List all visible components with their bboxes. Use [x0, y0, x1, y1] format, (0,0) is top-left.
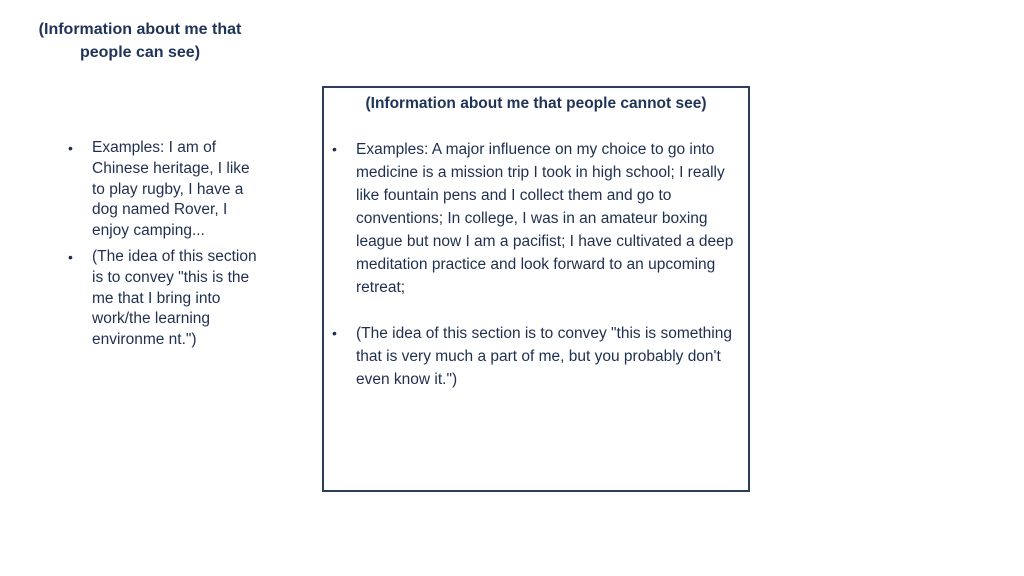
visible-idea-text: (The idea of this section is to convey "this is the me that I bring into work/the learning environme nt.")	[92, 247, 257, 349]
visible-info-heading: (Information about me that people can see)	[38, 21, 242, 61]
list-item	[66, 247, 266, 351]
bullet-icon: •	[68, 140, 73, 156]
hidden-example-text: Examples: A major influence on my choice to go into medicine is a mission trip I took in high school; I really like fountain pens and I collect them and go to conventions; In college, I was in an amateur boxing league but now I am a pacifist; I have cultivated a deep meditation practice and look forward to an upcoming retreat;	[356, 141, 734, 296]
bullet-icon: •	[332, 141, 337, 157]
visible-info-list	[66, 138, 266, 356]
bullet-icon: •	[68, 248, 73, 265]
hidden-info-list	[330, 138, 740, 391]
hidden-info-box	[322, 86, 750, 492]
list-item	[330, 322, 740, 391]
hidden-idea-text: (The idea of this section is to convey "this is something that is very much a part of me, but you probably don't even know it.")	[356, 325, 732, 388]
list-item	[330, 138, 740, 299]
list-item	[66, 138, 266, 242]
visible-example-text: Examples: I am of Chinese heritage, I like to play rugby, I have a dog named Rover, I enjoy camping...	[92, 139, 250, 240]
hidden-info-heading: (Information about me that people cannot see)	[365, 95, 707, 112]
bullet-icon: •	[332, 325, 337, 341]
